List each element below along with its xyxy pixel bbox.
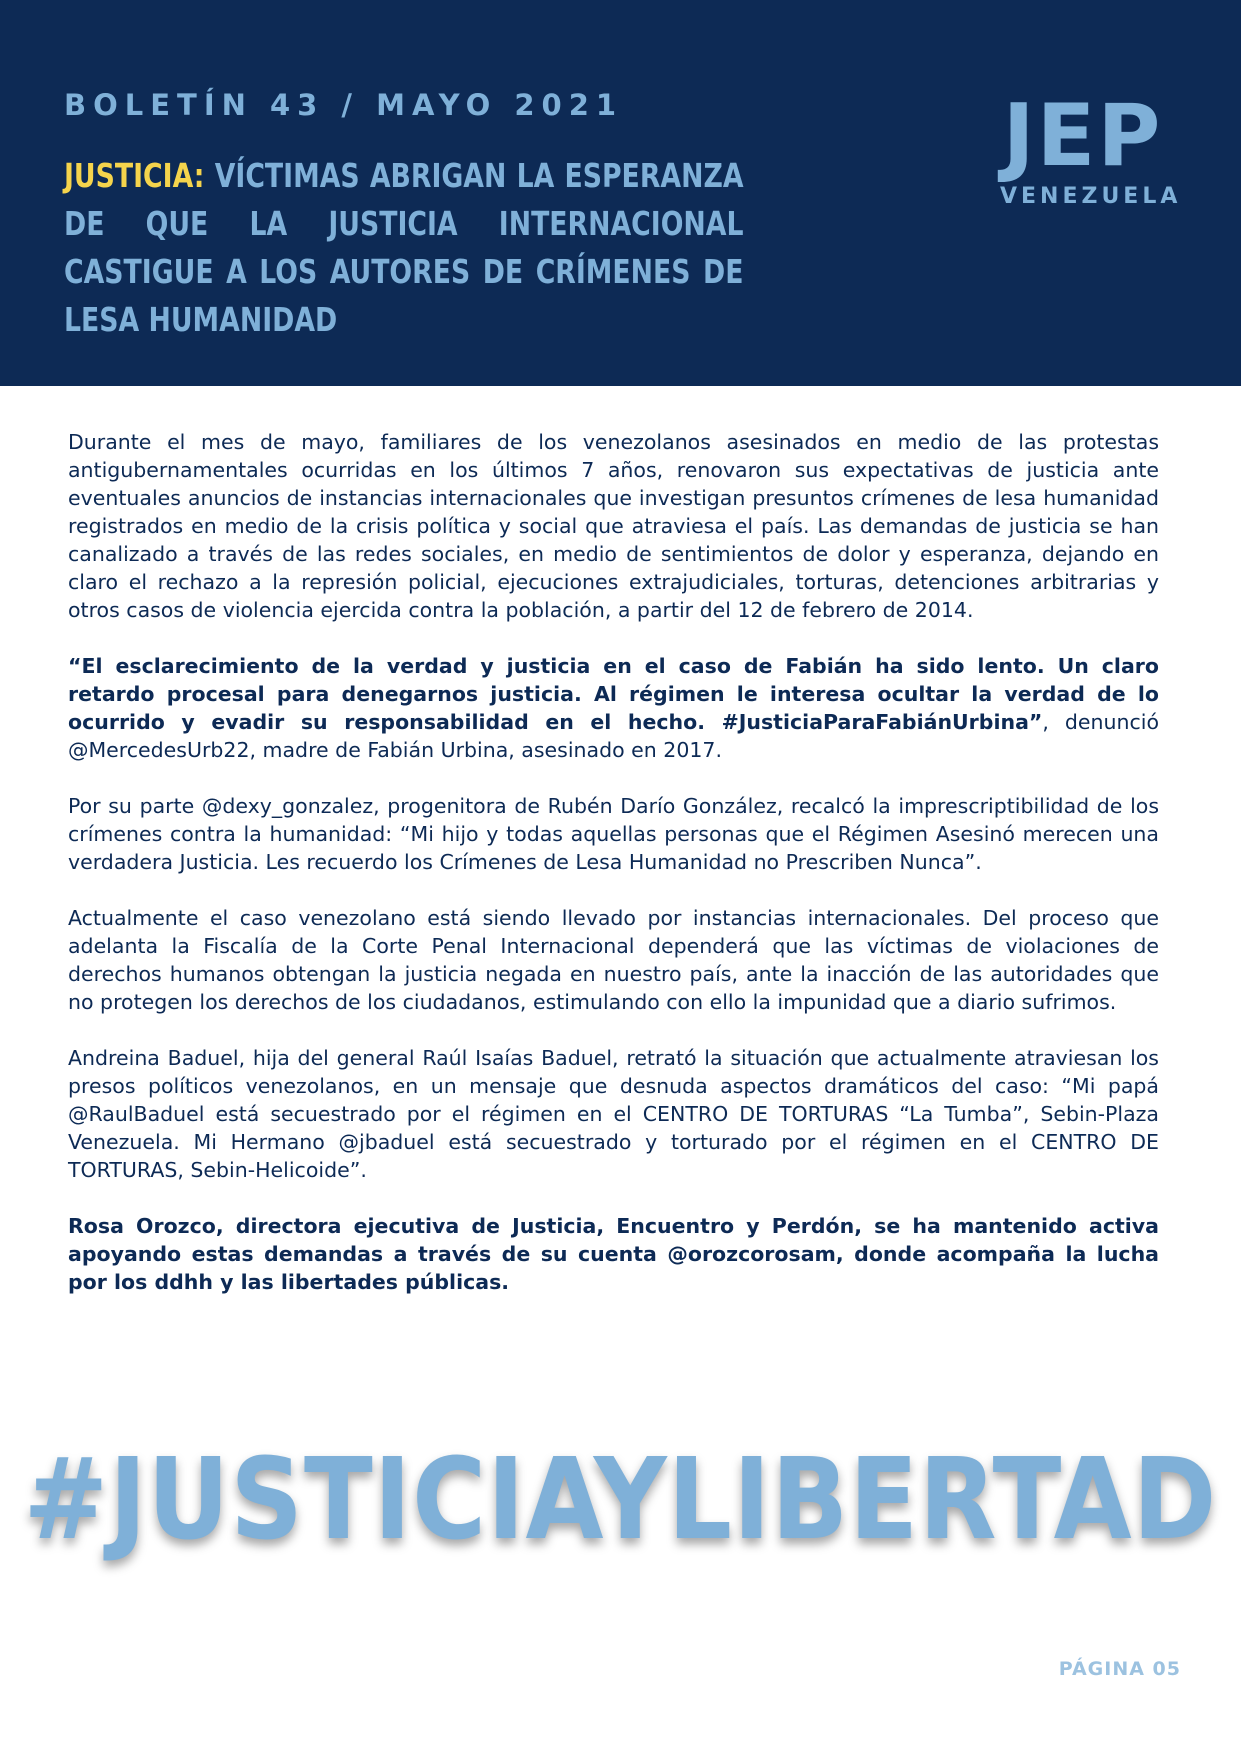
paragraph-5: Andreina Baduel, hija del general Raúl Isaías Baduel, retrató la situación que actualmente atraviesan los presos políticos venezolanos, en un mensaje que desnuda aspectos dramáticos del caso: “Mi papá @RaulBaduel está secuestrado por el régimen en el CENTRO DE TORTURAS “La Tumba”, Sebin-Plaza Venezuela. Mi Hermano @jbaduel está secuestrado y torturado por el régimen en el CENTRO DE TORTURAS, Sebin-Helicoide”. — [68, 1046, 1159, 1182]
hashtag-banner: #JUSTICIAYLIBERTAD — [23, 1435, 1218, 1565]
paragraph-1: Durante el mes de mayo, familiares de los venezolanos asesinados en medio de las protestas antigubernamentales ocurridas en los últimos 7 años, renovaron sus expectativas de justicia ante eventuales anuncios de instancias internacionales que investigan presuntos crímenes de lesa humanidad registrados en medio de la crisis política y social que atraviesa el país. Las demandas de justicia se han canalizado a través de las redes sociales, en medio de sentimientos de dolor y esperanza, dejando en claro el rechazo a la represión policial, ejecuciones extrajudiciales, torturas, detenciones arbitrarias y otros casos de violencia ejercida contra la población, a partir del 12 de febrero de 2014. — [68, 430, 1159, 622]
closing-bold-text: Rosa Orozco, directora ejecutiva de Justicia, Encuentro y Perdón, se ha mantenido activa apoyando estas demandas a través de su cuenta @orozcorosam, donde acompaña la lucha por los ddhh y las libertades públicas. — [68, 1214, 1159, 1294]
headline-text: VÍCTIMAS ABRIGAN LA ESPERANZA DE QUE LA JUSTICIA INTERNACIONAL CASTIGUE A LOS AUTORES DE CRÍMENES DE LESA HUMANIDAD — [64, 156, 744, 339]
article-headline — [64, 152, 744, 344]
paragraph-6 — [68, 1212, 1159, 1296]
bulletin-kicker: BOLETÍN 43 / MAYO 2021 — [64, 88, 624, 122]
paragraph-4: Actualmente el caso venezolano está siendo llevado por instancias internacionales. Del proceso que adelanta la Fiscalía de la Corte Penal Internacional dependerá que las víctimas de violaciones de derechos humanos obtengan la justicia negada en nuestro país, ante la inacción de las autoridades que no protegen los derechos de los ciudadanos, estimulando con ello la impunidad que a diario sufrimos. — [68, 906, 1159, 1014]
article-body — [68, 428, 1159, 1324]
header-banner — [0, 0, 1241, 386]
paragraph-2 — [68, 652, 1159, 764]
headline-highlight: JUSTICIA: — [64, 156, 205, 195]
logo-sub-text: VENEZUELA — [1000, 184, 1182, 209]
logo-main-text: JEP — [1002, 86, 1163, 186]
paragraph-3: Por su parte @dexy_gonzalez, progenitora de Rubén Darío González, recalcó la imprescriptibilidad de los crímenes contra la humanidad: “Mi hijo y todas aquellas personas que el Régimen Asesinó merecen una verdadera Justicia. Les recuerdo los Crímenes de Lesa Humanidad no Prescriben Nunca”. — [68, 794, 1159, 874]
jep-logo — [1000, 86, 1182, 209]
page-number: PÁGINA 05 — [1058, 1658, 1181, 1680]
quote-attribution: , denunció @MercedesUrb22, madre de Fabián Urbina, asesinado en 2017. — [68, 710, 1159, 762]
quote-fabian: “El esclarecimiento de la verdad y justicia en el caso de Fabián ha sido lento. Un claro retardo procesal para denegarnos justicia. Al régimen le interesa ocultar la verdad de lo ocurrido y evadir su responsabilidad en el hecho. #JusticiaParaFabiánUrbina” — [68, 654, 1159, 734]
